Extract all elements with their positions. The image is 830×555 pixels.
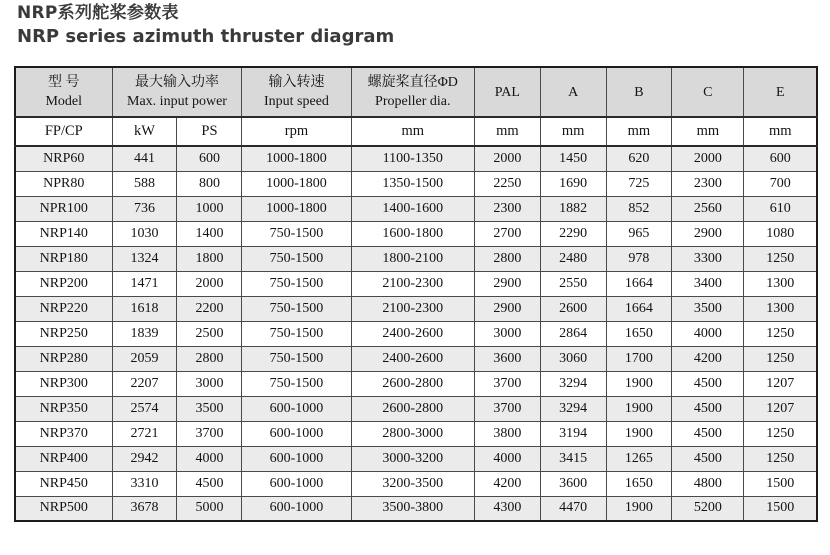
value-cell: 2207 [112, 371, 177, 396]
value-cell: 750-1500 [242, 296, 351, 321]
value-cell: 725 [606, 171, 672, 196]
value-cell: 600 [177, 146, 242, 171]
value-cell: 588 [112, 171, 177, 196]
value-cell: 1471 [112, 271, 177, 296]
model-cell: NRP400 [15, 446, 112, 471]
model-cell: NRP500 [15, 496, 112, 521]
value-cell: 2800-3000 [351, 421, 475, 446]
value-cell: 1650 [606, 321, 672, 346]
value-cell: 1664 [606, 296, 672, 321]
value-cell: 3800 [475, 421, 541, 446]
value-cell: 750-1500 [242, 321, 351, 346]
value-cell: 1250 [744, 321, 817, 346]
value-cell: 1324 [112, 246, 177, 271]
value-cell: 1400-1600 [351, 196, 475, 221]
value-cell: 5200 [672, 496, 744, 521]
value-cell: 3600 [475, 346, 541, 371]
value-cell: 1500 [744, 496, 817, 521]
model-cell: NRP370 [15, 421, 112, 446]
model-cell: NRP140 [15, 221, 112, 246]
value-cell: 1690 [540, 171, 606, 196]
table-body [15, 146, 817, 521]
value-cell: 2480 [540, 246, 606, 271]
value-cell: 3400 [672, 271, 744, 296]
value-cell: 600-1000 [242, 421, 351, 446]
unit-cell-ps: PS [177, 117, 242, 146]
unit-cell-propeller: mm [351, 117, 475, 146]
value-cell: 3200-3500 [351, 471, 475, 496]
value-cell: 2000 [177, 271, 242, 296]
value-cell: 1900 [606, 421, 672, 446]
value-cell: 2059 [112, 346, 177, 371]
value-cell: 1000 [177, 196, 242, 221]
value-cell: 750-1500 [242, 271, 351, 296]
col-header-input-speed-en: Input speed [264, 94, 329, 109]
value-cell: 4300 [475, 496, 541, 521]
value-cell: 3000 [475, 321, 541, 346]
unit-cell-b: mm [606, 117, 672, 146]
value-cell: 3294 [540, 396, 606, 421]
value-cell: 3678 [112, 496, 177, 521]
value-cell: 3700 [475, 371, 541, 396]
model-cell: NRP220 [15, 296, 112, 321]
value-cell: 1250 [744, 346, 817, 371]
table-row [15, 246, 817, 271]
table-row [15, 221, 817, 246]
table-row [15, 196, 817, 221]
value-cell: 2942 [112, 446, 177, 471]
value-cell: 3000 [177, 371, 242, 396]
value-cell: 2290 [540, 221, 606, 246]
col-header-input-speed-zh: 输入转速 [268, 75, 325, 90]
value-cell: 2800 [177, 346, 242, 371]
value-cell: 2900 [475, 271, 541, 296]
value-cell: 1600-1800 [351, 221, 475, 246]
value-cell: 1500 [744, 471, 817, 496]
value-cell: 1080 [744, 221, 817, 246]
value-cell: 3500 [177, 396, 242, 421]
col-header-a: A [540, 67, 606, 117]
table-row [15, 396, 817, 421]
value-cell: 1300 [744, 271, 817, 296]
value-cell: 1350-1500 [351, 171, 475, 196]
value-cell: 2900 [475, 296, 541, 321]
page-title-zh: NRP系列舵桨参数表 [17, 3, 179, 23]
value-cell: 2300 [672, 171, 744, 196]
value-cell: 978 [606, 246, 672, 271]
unit-cell-model: FP/CP [15, 117, 112, 146]
table-row [15, 171, 817, 196]
value-cell: 1650 [606, 471, 672, 496]
value-cell: 441 [112, 146, 177, 171]
value-cell: 3060 [540, 346, 606, 371]
col-header-max-input-power-zh: 最大输入功率 [134, 75, 219, 90]
value-cell: 600-1000 [242, 446, 351, 471]
value-cell: 1207 [744, 396, 817, 421]
col-header-input-speed [242, 67, 351, 117]
unit-cell-c: mm [672, 117, 744, 146]
value-cell: 750-1500 [242, 246, 351, 271]
value-cell: 3000-3200 [351, 446, 475, 471]
value-cell: 2400-2600 [351, 321, 475, 346]
value-cell: 800 [177, 171, 242, 196]
model-cell: NRP450 [15, 471, 112, 496]
value-cell: 1000-1800 [242, 146, 351, 171]
col-header-model-en: Model [45, 94, 83, 109]
model-cell: NRP180 [15, 246, 112, 271]
col-header-b: B [606, 67, 672, 117]
value-cell: 750-1500 [242, 346, 351, 371]
col-header-e: E [744, 67, 817, 117]
model-cell: NRP280 [15, 346, 112, 371]
value-cell: 3310 [112, 471, 177, 496]
value-cell: 2600-2800 [351, 371, 475, 396]
header-row-main [15, 67, 817, 117]
value-cell: 1882 [540, 196, 606, 221]
value-cell: 750-1500 [242, 221, 351, 246]
value-cell: 2574 [112, 396, 177, 421]
value-cell: 3700 [177, 421, 242, 446]
value-cell: 3194 [540, 421, 606, 446]
thruster-parameter-table [14, 66, 818, 522]
value-cell: 2000 [672, 146, 744, 171]
value-cell: 2700 [475, 221, 541, 246]
value-cell: 3600 [540, 471, 606, 496]
value-cell: 1207 [744, 371, 817, 396]
value-cell: 1030 [112, 221, 177, 246]
value-cell: 2864 [540, 321, 606, 346]
value-cell: 1000-1800 [242, 196, 351, 221]
table-row [15, 146, 817, 171]
value-cell: 1839 [112, 321, 177, 346]
unit-cell-e: mm [744, 117, 817, 146]
model-cell: NRP60 [15, 146, 112, 171]
value-cell: 852 [606, 196, 672, 221]
value-cell: 3415 [540, 446, 606, 471]
value-cell: 3294 [540, 371, 606, 396]
value-cell: 1664 [606, 271, 672, 296]
header-row-units [15, 117, 817, 146]
value-cell: 2800 [475, 246, 541, 271]
unit-cell-kw: kW [112, 117, 177, 146]
value-cell: 4500 [672, 421, 744, 446]
value-cell: 3500-3800 [351, 496, 475, 521]
value-cell: 2600 [540, 296, 606, 321]
value-cell: 1700 [606, 346, 672, 371]
value-cell: 3700 [475, 396, 541, 421]
value-cell: 3500 [672, 296, 744, 321]
value-cell: 1250 [744, 421, 817, 446]
value-cell: 1400 [177, 221, 242, 246]
value-cell: 1300 [744, 296, 817, 321]
table-row [15, 296, 817, 321]
value-cell: 1100-1350 [351, 146, 475, 171]
col-header-max-input-power [112, 67, 242, 117]
value-cell: 965 [606, 221, 672, 246]
table-row [15, 371, 817, 396]
value-cell: 1450 [540, 146, 606, 171]
col-header-model [15, 67, 112, 117]
value-cell: 600-1000 [242, 496, 351, 521]
value-cell: 1000-1800 [242, 171, 351, 196]
value-cell: 600 [744, 146, 817, 171]
col-header-propeller-dia-zh: 螺旋桨直径ΦD [367, 75, 458, 90]
value-cell: 4500 [672, 396, 744, 421]
model-cell: NRP300 [15, 371, 112, 396]
value-cell: 1800-2100 [351, 246, 475, 271]
value-cell: 2600-2800 [351, 396, 475, 421]
value-cell: 4800 [672, 471, 744, 496]
value-cell: 2400-2600 [351, 346, 475, 371]
value-cell: 5000 [177, 496, 242, 521]
table-row [15, 421, 817, 446]
value-cell: 4200 [672, 346, 744, 371]
value-cell: 1618 [112, 296, 177, 321]
col-header-model-zh: 型 号 [48, 75, 80, 90]
value-cell: 2000 [475, 146, 541, 171]
value-cell: 1250 [744, 246, 817, 271]
value-cell: 2721 [112, 421, 177, 446]
value-cell: 750-1500 [242, 371, 351, 396]
value-cell: 620 [606, 146, 672, 171]
unit-cell-rpm: rpm [242, 117, 351, 146]
value-cell: 1900 [606, 371, 672, 396]
value-cell: 4500 [672, 446, 744, 471]
value-cell: 4500 [177, 471, 242, 496]
col-header-max-input-power-en: Max. input power [127, 94, 227, 109]
table-row [15, 446, 817, 471]
model-cell: NPR80 [15, 171, 112, 196]
value-cell: 2200 [177, 296, 242, 321]
value-cell: 700 [744, 171, 817, 196]
col-header-propeller-dia-en: Propeller dia. [375, 94, 451, 109]
value-cell: 2560 [672, 196, 744, 221]
model-cell: NPR100 [15, 196, 112, 221]
table-row [15, 471, 817, 496]
value-cell: 4000 [672, 321, 744, 346]
table-row [15, 271, 817, 296]
model-cell: NRP200 [15, 271, 112, 296]
value-cell: 2300 [475, 196, 541, 221]
value-cell: 2500 [177, 321, 242, 346]
value-cell: 1265 [606, 446, 672, 471]
model-cell: NRP350 [15, 396, 112, 421]
value-cell: 1900 [606, 396, 672, 421]
col-header-pal: PAL [475, 67, 541, 117]
value-cell: 2900 [672, 221, 744, 246]
value-cell: 4000 [475, 446, 541, 471]
value-cell: 2550 [540, 271, 606, 296]
table-row [15, 496, 817, 521]
value-cell: 610 [744, 196, 817, 221]
value-cell: 4500 [672, 371, 744, 396]
page-title-en: NRP series azimuth thruster diagram [17, 26, 395, 47]
page-titles [17, 1, 394, 49]
value-cell: 2100-2300 [351, 296, 475, 321]
value-cell: 736 [112, 196, 177, 221]
col-header-c: C [672, 67, 744, 117]
value-cell: 4000 [177, 446, 242, 471]
value-cell: 2100-2300 [351, 271, 475, 296]
value-cell: 1800 [177, 246, 242, 271]
unit-cell-a: mm [540, 117, 606, 146]
value-cell: 4200 [475, 471, 541, 496]
value-cell: 1250 [744, 446, 817, 471]
value-cell: 600-1000 [242, 471, 351, 496]
col-header-propeller-dia [351, 67, 475, 117]
value-cell: 4470 [540, 496, 606, 521]
value-cell: 3300 [672, 246, 744, 271]
model-cell: NRP250 [15, 321, 112, 346]
value-cell: 2250 [475, 171, 541, 196]
table-row [15, 346, 817, 371]
value-cell: 600-1000 [242, 396, 351, 421]
unit-cell-pal: mm [475, 117, 541, 146]
table-row [15, 321, 817, 346]
value-cell: 1900 [606, 496, 672, 521]
